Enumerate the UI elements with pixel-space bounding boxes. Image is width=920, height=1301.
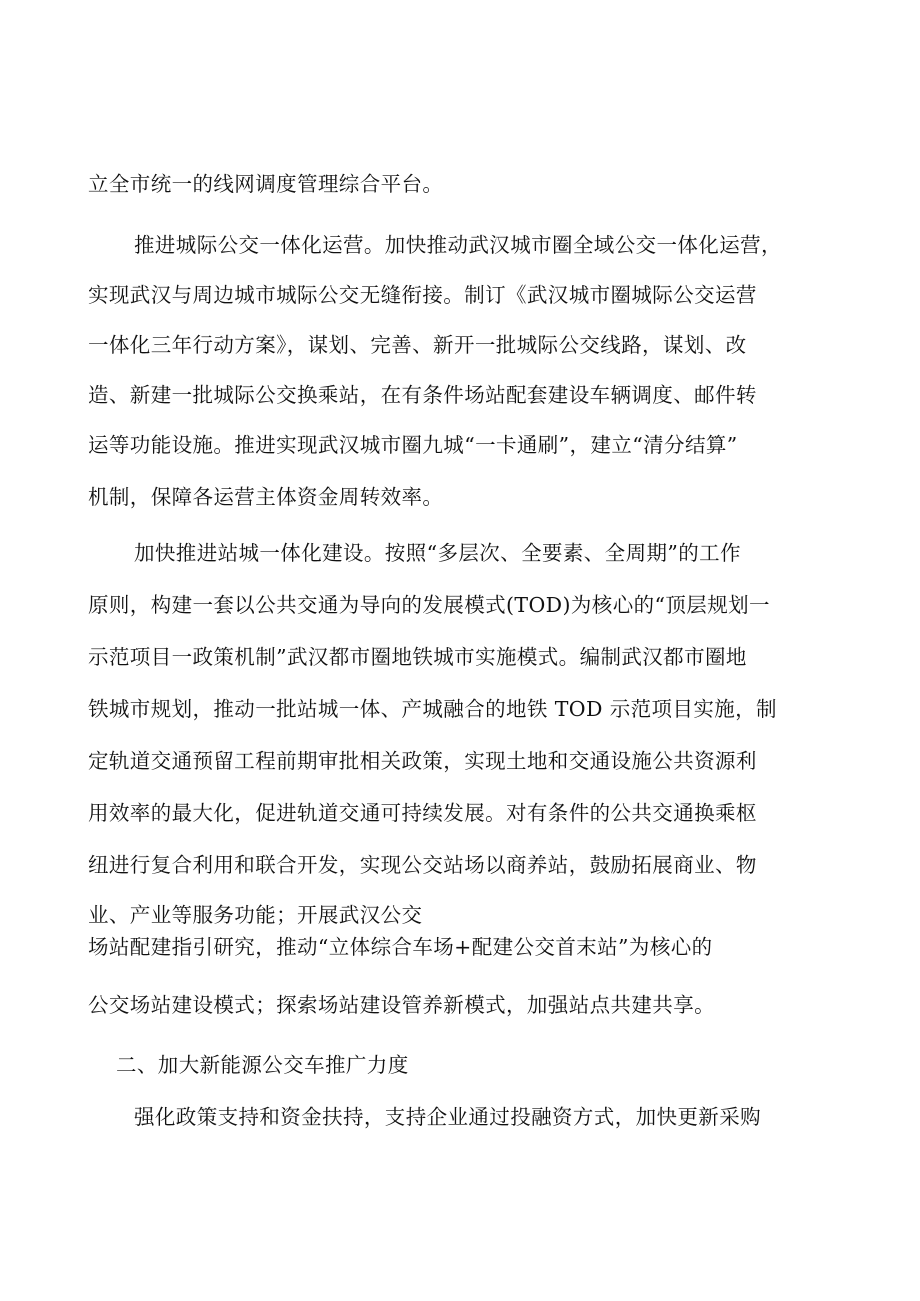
paragraph-1-line-1: 立全市统一的线网调度管理综合平台。 bbox=[88, 172, 444, 196]
paragraph-3-line-8: 业、产业等服务功能；开展武汉公交 bbox=[88, 903, 423, 927]
paragraph-3-line-2: 原则，构建一套以公共交通为导向的发展模式(TOD)为核心的“顶层规划一 bbox=[88, 593, 770, 617]
paragraph-2-line-2: 实现武汉与周边城市城际公交无缝衔接。制订《武汉城市圈城际公交运营 bbox=[88, 283, 757, 307]
section-heading: 二、加大新能源公交车推广力度 bbox=[116, 1053, 409, 1077]
paragraph-3-line-9: 场站配建指引研究，推动“立体综合车场+配建公交首末站”为核心的 bbox=[88, 935, 713, 959]
paragraph-2-line-1: 推进城际公交一体化运营。加快推动武汉城市圈全域公交一体化运营， bbox=[134, 233, 782, 257]
paragraph-3-line-6: 用效率的最大化，促进轨道交通可持续发展。对有条件的公共交通换乘枢 bbox=[88, 801, 757, 825]
paragraph-3-line-4: 铁城市规划，推动一批站城一体、产城融合的地铁 TOD 示范项目实施，制 bbox=[88, 697, 777, 721]
paragraph-4-line-1: 强化政策支持和资金扶持，支持企业通过投融资方式，加快更新采购 bbox=[134, 1105, 761, 1129]
paragraph-2-line-4: 造、新建一批城际公交换乘站，在有条件场站配套建设车辆调度、邮件转 bbox=[88, 383, 757, 407]
paragraph-2-line-3: 一体化三年行动方案》，谋划、完善、新开一批城际公交线路，谋划、改 bbox=[88, 333, 747, 357]
paragraph-3-line-7: 纽进行复合利用和联合开发，实现公交站场以商养站，鼓励拓展商业、物 bbox=[88, 853, 757, 877]
paragraph-3-line-1: 加快推进站城一体化建设。按照“多层次、全要素、全周期”的工作 bbox=[134, 541, 741, 565]
paragraph-2-line-6: 机制，保障各运营主体资金周转效率。 bbox=[88, 485, 444, 509]
paragraph-3-line-3: 示范项目一政策机制”武汉都市圈地铁城市实施模式。编制武汉都市圈地 bbox=[88, 645, 747, 669]
paragraph-3-line-5: 定轨道交通预留工程前期审批相关政策，实现土地和交通设施公共资源利 bbox=[88, 749, 757, 773]
paragraph-3-line-10: 公交场站建设模式；探索场站建设管养新模式，加强站点共建共享。 bbox=[88, 993, 715, 1017]
paragraph-2-line-5: 运等功能设施。推进实现武汉城市圈九城“一卡通刷”，建立“清分结算” bbox=[88, 433, 738, 457]
